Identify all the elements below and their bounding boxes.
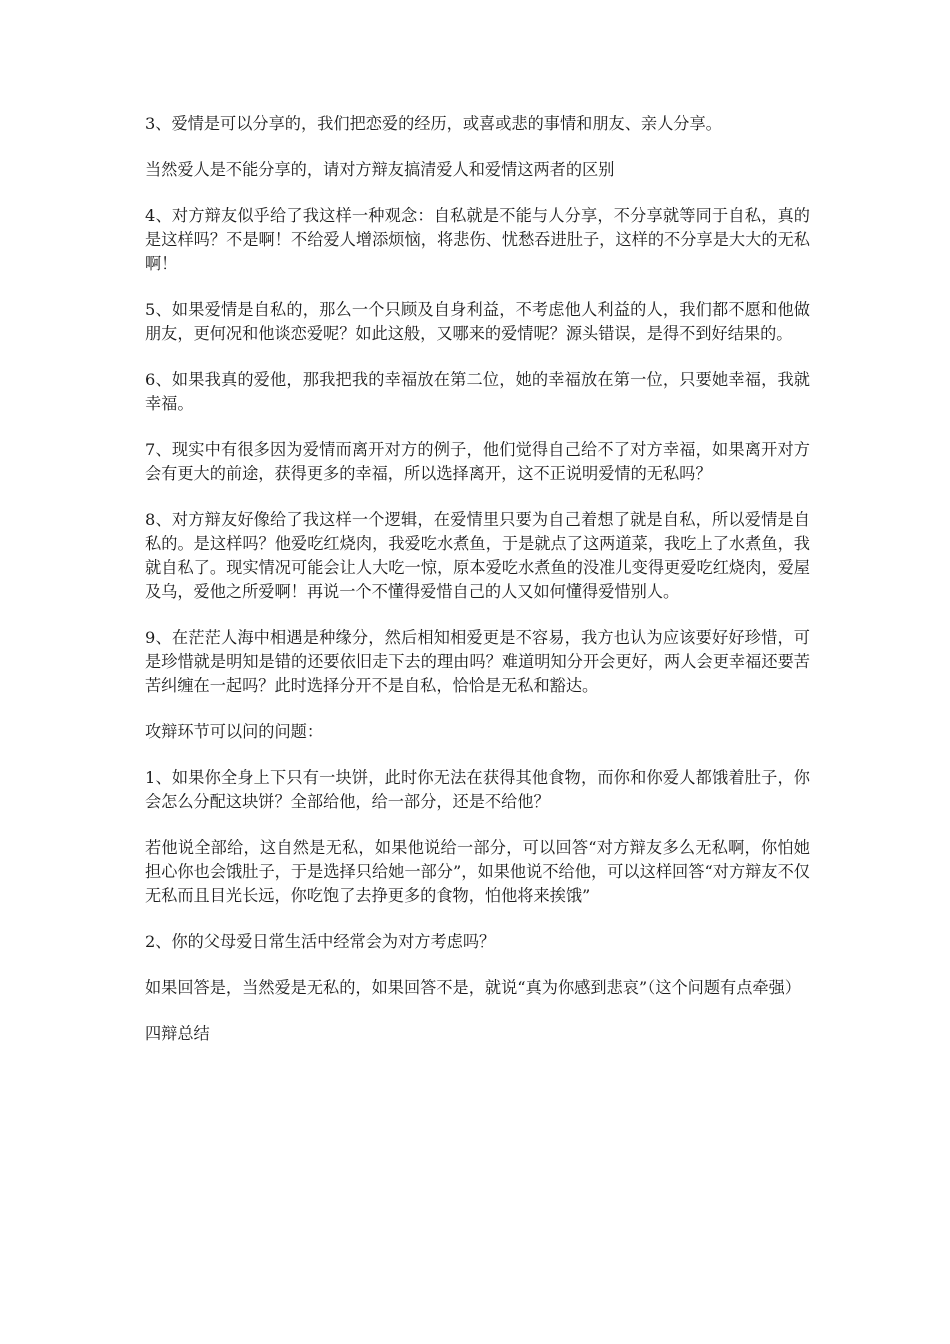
paragraph-lover-not-shared: 当然爱人是不能分享的，请对方辩友搞清爱人和爱情这两者的区别 bbox=[145, 160, 615, 179]
question-2-parents: 2、你的父母爱日常生活中经常会为对方考虑吗？ bbox=[145, 932, 496, 951]
paragraph-5-selfish-love: 5、如果爱情是自私的，那么一个只顾及自身利益，不考虑他人利益的人，我们都不愿和他做朋友，更何况和他谈恋爱呢？如此这般，又哪来的爱情呢？源头错误，是得不到好结果的。 bbox=[145, 300, 810, 343]
answer-1-responses: 若他说全部给，这自然是无私，如果他说给一部分，可以回答“对方辩友多么无私啊，你怕她担心你也会饿肚子，于是选择只给她一部分”，如果他说不给他，可以这样回答“对方辩友不仅无私而且目光长远，你吃饱了去挣更多的食物，怕他将来挨饿” bbox=[145, 838, 810, 905]
paragraph-8-logic: 8、对方辩友好像给了我这样一个逻辑，在爱情里只要为自己着想了就是自私，所以爱情是自私的。是这样吗？他爱吃红烧肉，我爱吃水煮鱼，于是就点了这两道菜，我吃上了水煮鱼，我就自私了。现实情况可能会让人大吃一惊，原本爱吃水煮鱼的没准儿变得更爱吃红烧肉，爱屋及乌，爱他之所爱啊！再说一个不懂得爱惜自己的人又如何懂得爱惜别人。 bbox=[145, 510, 810, 601]
paragraph-7-leaving: 7、现实中有很多因为爱情而离开对方的例子，他们觉得自己给不了对方幸福，如果离开对方会有更大的前途，获得更多的幸福，所以选择离开，这不正说明爱情的无私吗？ bbox=[145, 440, 810, 483]
answer-2-responses: 如果回答是，当然爱是无私的，如果回答不是，就说“真为你感到悲哀”（这个问题有点牵强） bbox=[145, 978, 801, 997]
paragraph-6-happiness: 6、如果我真的爱他，那我把我的幸福放在第二位，她的幸福放在第一位，只要她幸福，我就幸福。 bbox=[145, 370, 810, 413]
question-1-cake: 1、如果你全身上下只有一块饼，此时你无法在获得其他食物，而你和你爱人都饿着肚子，你会怎么分配这块饼？全部给他，给一部分，还是不给他？ bbox=[145, 768, 810, 811]
paragraph-4-selfish-concept: 4、对方辩友似乎给了我这样一种观念：自私就是不能与人分享，不分享就等同于自私，真的是这样吗？不是啊！不给爱人增添烦恼，将悲伤、忧愁吞进肚子，这样的不分享是大大的无私啊！ bbox=[145, 206, 810, 273]
paragraph-3-sharing: 3、爱情是可以分享的，我们把恋爱的经历，或喜或悲的事情和朋友、亲人分享。 bbox=[145, 114, 722, 133]
document-body bbox=[145, 112, 810, 1068]
section-heading-summary: 四辩总结 bbox=[145, 1024, 210, 1043]
section-heading-questions: 攻辩环节可以问的问题： bbox=[145, 722, 324, 741]
paragraph-9-cherish: 9、在茫茫人海中相遇是种缘分，然后相知相爱更是不容易，我方也认为应该要好好珍惜，可是珍惜就是明知是错的还要依旧走下去的理由吗？难道明知分开会更好，两人会更幸福还要苦苦纠缠在一起吗？此时选择分开不是自私，恰恰是无私和豁达。 bbox=[145, 628, 810, 695]
